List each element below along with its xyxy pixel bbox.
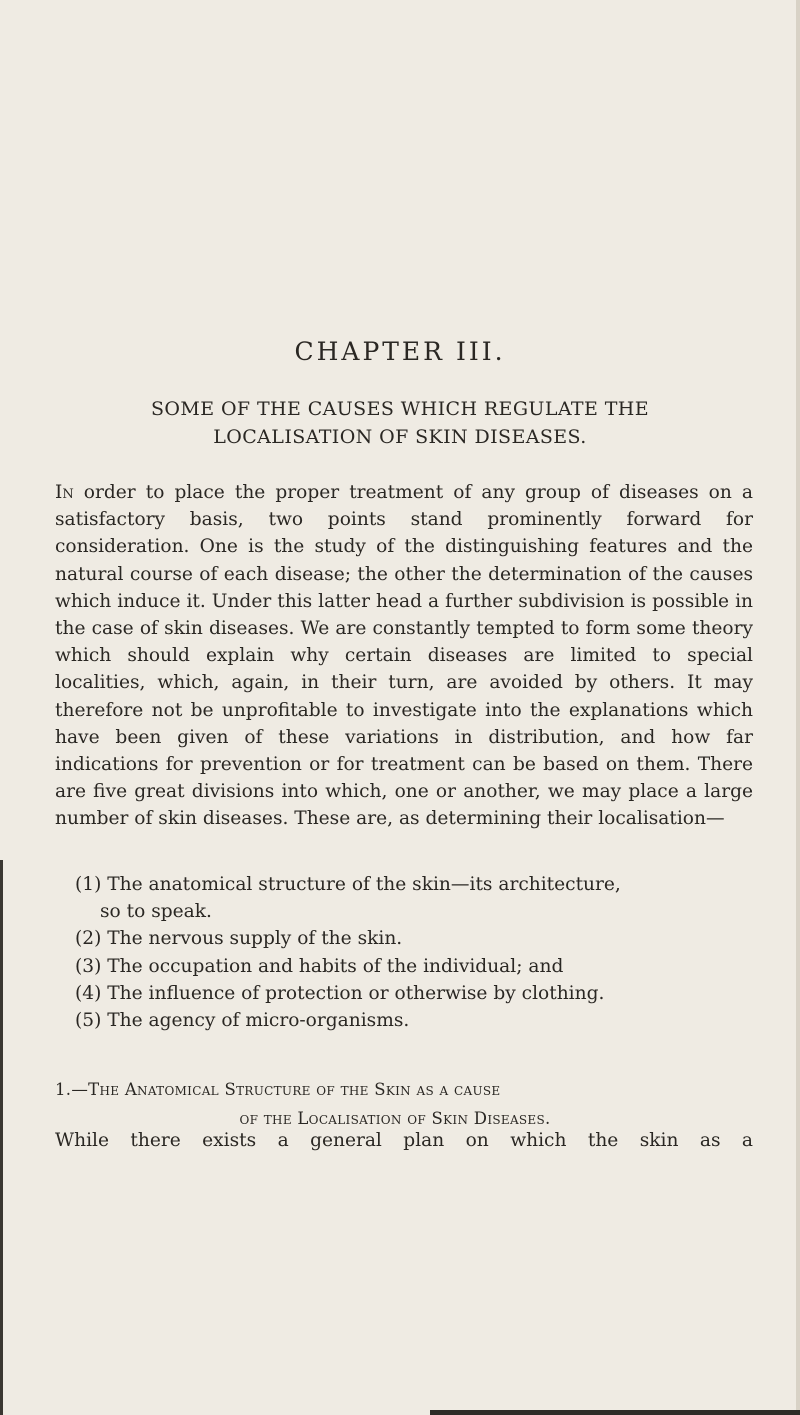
list-item-text: (3) The occupation and habits of the individual; and — [75, 955, 564, 977]
list-item — [75, 953, 755, 980]
list-item-text: (5) The agency of micro-organisms. — [75, 1010, 410, 1032]
subtitle-line-1: SOME OF THE CAUSES WHICH REGULATE THE — [150, 398, 650, 420]
section-heading-line-2: of the Localisation of Skin Diseases. — [239, 1109, 551, 1128]
chapter-title: CHAPTER III. — [294, 337, 506, 366]
causes-list — [75, 871, 755, 1034]
list-item — [75, 871, 755, 925]
section-first-line: While there exists a general plan on which the skin as a — [55, 1130, 753, 1151]
list-item — [75, 1007, 755, 1034]
list-item-text: (4) The influence of protection or otherwise by clothing. — [75, 982, 605, 1004]
page-edge-right — [796, 0, 800, 1415]
intro-paragraph — [55, 479, 753, 833]
page-edge-bottom — [430, 1410, 800, 1415]
list-item — [75, 980, 755, 1007]
paragraph-first-word: In — [55, 482, 74, 503]
list-item-text: (2) The nervous supply of the skin. — [75, 928, 403, 950]
list-item — [75, 925, 755, 952]
chapter-subtitle — [0, 395, 800, 451]
section-heading — [55, 1075, 755, 1133]
paragraph-text: order to place the proper treatment of any group of diseases on a satisfactory basis, two points stand prominently forward for consideration. One is the study of the distinguishing features and the natural course of each disease; the other the determination of the causes which induce it. Under this latter head a further subdivision is possible in the case of skin diseases. We are constantly tempted to form some theory which should explain why certain diseases are limited to special localities, which, again, in their turn, are avoided by others. It may therefore not be unprofitable to investigate into the explanations which have been given of these variations in distribution, and how far indications for prevention or for treatment can be based on them. There are five great divisions into which, one or another, we may place a large number of skin diseases. These are, as determining their localisation— — [55, 482, 753, 830]
section-heading-line-1: 1.—The Anatomical Structure of the Skin as a cause — [55, 1080, 501, 1099]
list-item-text: (1) The anatomical structure of the skin—its architecture, — [75, 874, 621, 895]
list-item-continuation: so to speak. — [100, 901, 212, 923]
page-edge-left — [0, 860, 3, 1415]
subtitle-line-2: LOCALISATION OF SKIN DISEASES. — [213, 426, 587, 448]
